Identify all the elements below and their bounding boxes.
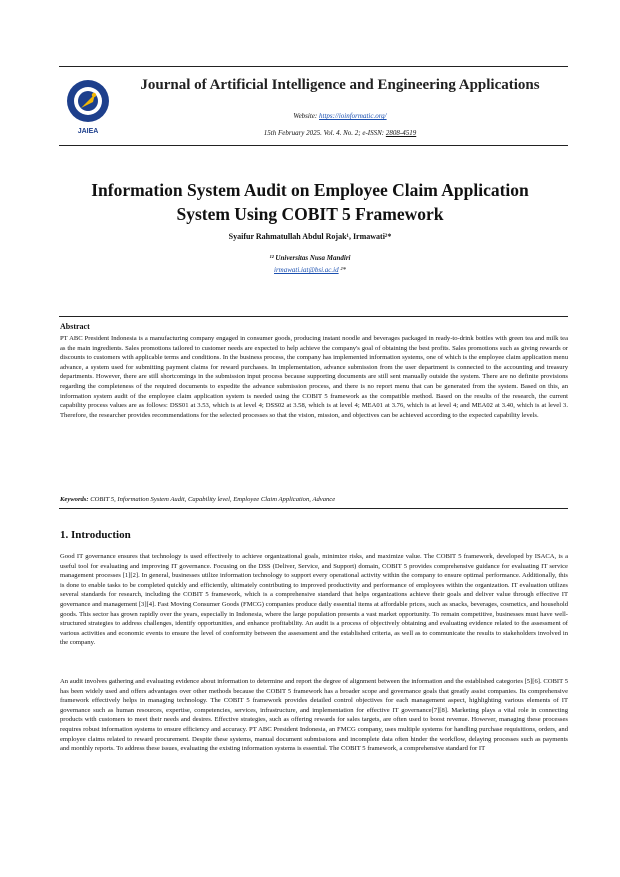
abstract-body: PT ABC President Indonesia is a manufacturing company engaged in consumer goods, producing instant noodle and beverages packaged in ready-to-drink bottles with green tea and milk tea as the main ingredients. Sales promotions tailored to customer needs are expected to help achieve the company's goal of obtaining the best profits. Sales promotions such as giving rewards or discounts to customers with applicable terms and conditions. In the business process, the company has implemented information systems, one of which is the employee claim application menu advance, a system used for submitting payment claims for reward purchases. In implementation, advance submission from the user department is connected to the accounting and treasury departments. However, there are still shortcomings in the submission input process because supporting documents are still sent manually outside the system. There are no definite provisions regarding the completeness of the required documents to expedite the advance submission process, and there is no report menu that can be generated from the system. Based on this, an information system audit of the employee claim application system is needed using the COBIT 5 framework as the compatible method. Based on the results of the research, the current capability process values are as follows: DSS01 at 3.53, which is at level 4; DSS02 at 3.58, which is at level 4; MEA01 at 3.76, which is at level 4; and MEA02 at 3.40, which is at level 3. Therefore, the researcher provides recommendations for the selected processes so that the vision, mission, and objectives can be achieved according to the expected capability levels. <box>60 335 568 419</box>
issue-line <box>120 129 560 137</box>
keywords-label: Keywords: <box>60 496 89 503</box>
website-label: Website: <box>293 112 319 120</box>
header-rule-bottom <box>59 145 568 146</box>
header-rule-top <box>59 66 568 67</box>
abstract-rule-top <box>59 316 568 317</box>
abstract-heading: Abstract <box>60 322 90 331</box>
author-list: Syaifur Rahmatullah Abdul Rojak¹, Irmawati²* <box>228 232 392 241</box>
website-link[interactable]: https://ioinformatic.org/ <box>319 112 387 120</box>
logo-text: JAIEA <box>77 128 99 135</box>
journal-logo <box>64 77 112 137</box>
paper-title: Information System Audit on Employee Claim Application System Using COBIT 5 Framework <box>91 180 529 224</box>
introduction-paragraph-2: An audit involves gathering and evaluating evidence about information to determine and report the degree of alignment between the information and the established categories [5][6]. COBIT 5 has been widely used and offers advantages over other methods because the COBIT 5 framework has a broader scope and governance goals that greatly assist companies. Its comprehensive framework effectively helps in managing technology. The COBIT 5 framework provides detailed control objectives for each management aspect, highlighting various elements of IT governance such as human resources, expertise, competencies, services, infrastructure, and implementation for effective IT governance[7][8]. Marketing plays a vital role in connecting products with customers to meet their needs and desires. Effective strategies, such as offering rewards for sales targets, are often used to boost revenue. However, managing these processes requires robust information systems to ensure efficiency and accuracy. PT ABC President Indonesia, an FMCG company, uses multiple systems for handling purchase requisitions, orders, and employee claims related to reward procurement. Despite these systems, manual document submissions and incomplete data often hinder the workflow, delaying processes such as payments and monthly reports. To address these issues, evaluating the existing information systems is essential. The COBIT 5 framework, a comprehensive standard for IT <box>60 678 568 753</box>
abstract-rule-bottom <box>59 508 568 509</box>
introduction-heading: 1. Introduction <box>60 529 131 541</box>
issn-link[interactable]: 2808-4519 <box>385 129 417 137</box>
keywords-list: COBIT 5, Information System Audit, Capability level, Employee Claim Application, Advance <box>88 496 336 503</box>
issue-text: 15th February 2025. Vol. 4. No. 2; e-ISSN: <box>263 129 386 137</box>
affiliation: ¹² Universitas Nusa Mandiri <box>269 254 351 262</box>
introduction-paragraph-1: Good IT governance ensures that technology is used effectively to achieve organizational goals, minimize risks, and maximize value. The COBIT 5 framework, developed by ISACA, is a useful tool for evaluating and improving IT governance. Focusing on the DSS (Deliver, Service, and Support) domain, COBIT 5 provides comprehensive guidance for evaluating IT service management processes [1][2]. In general, businesses utilize information technology to support every operational activity within the company to ensure optimal performance. Additionally, this is done to enable tasks to be completed quickly and efficiently, ultimately contributing to improved productivity and performance of employees within the organization. IT evaluation utilizes several standards for research, including the COBIT 5 framework, which is a comprehensive standard that helps organizations achieve their goals and deliver value through effective IT governance and management [3][4]. Fast Moving Consumer Goods (FMCG) companies produce daily essential items at affordable prices, such as snacks, beverages, cosmetics, and household goods. This sector has grown rapidly over the years, especially in Indonesia, where the large population presents a vast market opportunity. To remain competitive, businesses must have well-structured strategies to address challenges, identify opportunities, and enhance profitability. An audit is a process of objectively obtaining and evaluating evidence related to the assessment of various activities and economic events to ensure the level of conformity between the assessment and the established criteria, as well as to communicate the results to stakeholders involved in the company. <box>60 553 568 647</box>
email-suffix: ²* <box>338 266 346 274</box>
keywords-line <box>60 496 568 503</box>
email-link[interactable]: irmawati.iat@bsi.ac.id <box>274 266 339 274</box>
corresponding-email <box>80 266 540 274</box>
journal-title: Journal of Artificial Intelligence and Engineering Applications <box>140 77 540 93</box>
journal-website <box>120 112 560 120</box>
